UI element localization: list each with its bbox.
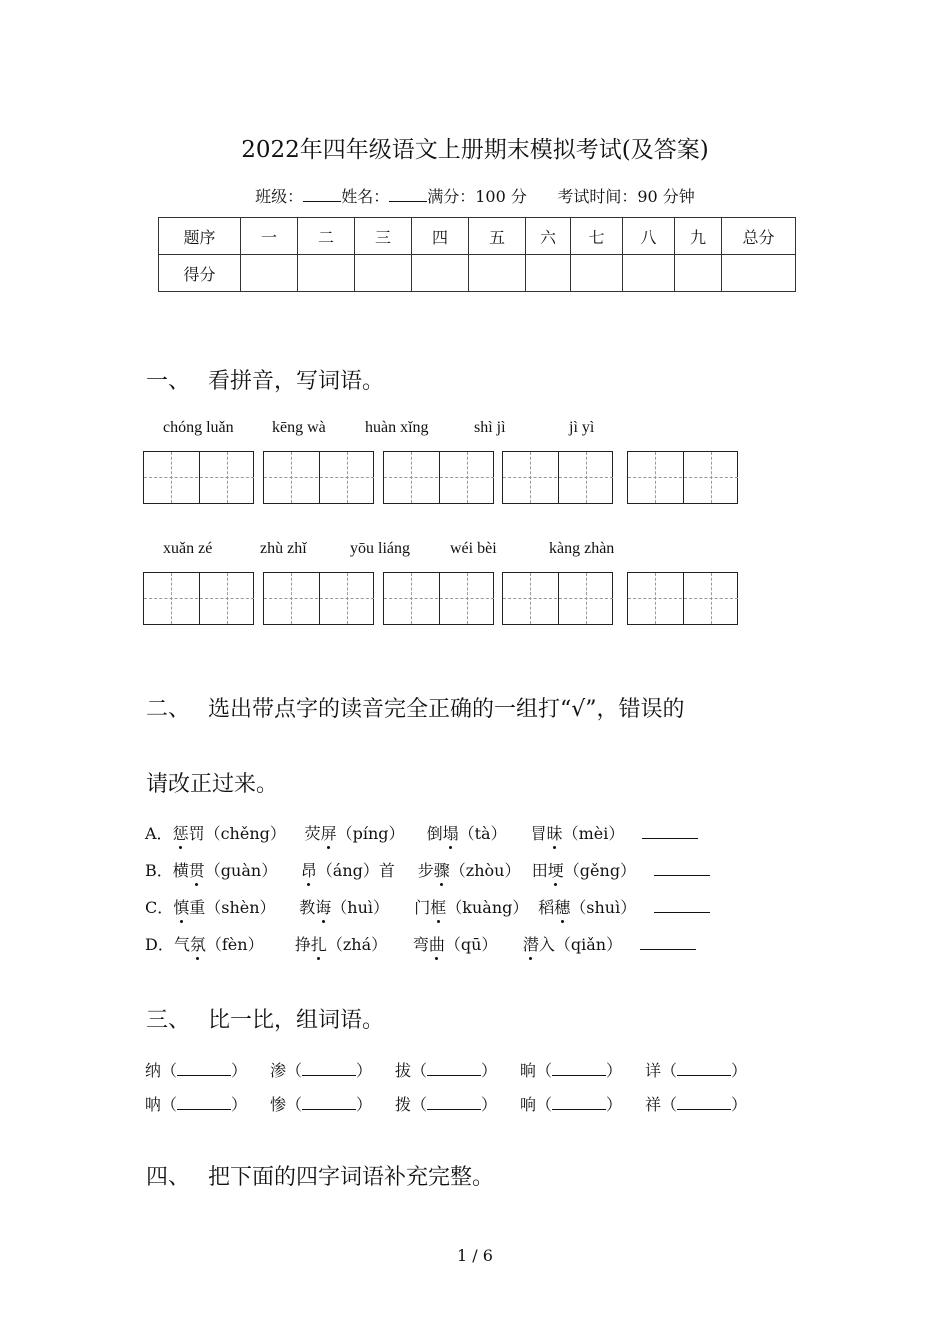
section-3-heading: [146, 1003, 384, 1034]
writing-box[interactable]: [263, 451, 374, 504]
section-1-heading: [146, 364, 384, 395]
option-a: [145, 821, 698, 844]
char: 冒: [530, 824, 547, 843]
answer-blank[interactable]: [642, 824, 698, 839]
word-blank[interactable]: [302, 1097, 356, 1110]
char: 门: [414, 898, 431, 917]
char: 田: [531, 861, 548, 880]
reading: （tà）: [458, 824, 507, 843]
section-2-heading: [146, 692, 685, 723]
section-number: 一、: [146, 369, 191, 394]
writing-box[interactable]: [502, 572, 613, 625]
word-blank[interactable]: [677, 1097, 731, 1110]
compare-row-1: 纳（ ） 渗（ ） 拔（ ） 晌（ ） 详（ ）: [145, 1061, 748, 1080]
dotted-char: 塌: [443, 821, 459, 844]
word-blank[interactable]: [177, 1097, 231, 1110]
answer-blank[interactable]: [640, 935, 696, 950]
page-title: 2022年四年级语文上册期末模拟考试(及答案): [241, 137, 709, 163]
answer-blank[interactable]: [654, 898, 710, 913]
dotted-char: 诲: [315, 895, 331, 918]
option-d: [145, 932, 696, 955]
dotted-char: 扎: [311, 932, 327, 955]
option-c: [145, 895, 710, 918]
score-input-cell[interactable]: [298, 255, 355, 292]
section-number: 三、: [146, 1008, 191, 1033]
char: 步: [417, 861, 434, 880]
dotted-char: 慎: [173, 895, 189, 918]
pinyin: chóng luǎn: [163, 419, 234, 436]
char: 纳: [145, 1061, 162, 1080]
pinyin: shì jì: [474, 419, 506, 436]
char: 呐: [145, 1095, 162, 1114]
writing-box[interactable]: [143, 451, 254, 504]
writing-box[interactable]: [263, 572, 374, 625]
pinyin: wéi bèi: [450, 540, 497, 557]
score-input-cell[interactable]: [355, 255, 412, 292]
writing-box[interactable]: [383, 451, 494, 504]
pinyin: xuǎn zé: [163, 540, 213, 557]
dotted-char: 穗: [554, 895, 570, 918]
table-cell: 总分: [722, 218, 796, 255]
section-4-heading: [146, 1160, 494, 1191]
table-cell: 九: [675, 218, 722, 255]
table-cell: 七: [571, 218, 623, 255]
table-cell: 六: [526, 218, 571, 255]
table-cell: 八: [623, 218, 675, 255]
pinyin: yōu liáng: [350, 540, 410, 557]
score-table-score-row: [159, 255, 796, 292]
table-cell: 得分: [159, 255, 241, 292]
reading: （fèn）: [205, 935, 264, 954]
writing-box[interactable]: [627, 451, 738, 504]
score-input-cell[interactable]: [412, 255, 469, 292]
char: 拨: [395, 1095, 412, 1114]
score-input-cell[interactable]: [623, 255, 675, 292]
score-input-cell[interactable]: [722, 255, 796, 292]
char: 荧: [304, 824, 321, 843]
dotted-char: 昂: [301, 858, 317, 881]
reading: （píng）: [336, 824, 405, 843]
reading: （áng）首: [316, 861, 395, 880]
writing-box[interactable]: [627, 572, 738, 625]
word-blank[interactable]: [552, 1097, 606, 1110]
char: 挣: [294, 935, 311, 954]
score-input-cell[interactable]: [241, 255, 298, 292]
section-title: 比一比，组词语。: [208, 1008, 385, 1033]
pinyin: zhù zhǐ: [260, 540, 307, 557]
answer-blank[interactable]: [654, 861, 710, 876]
pinyin: jì yì: [569, 419, 595, 436]
table-cell: 五: [469, 218, 526, 255]
section-title: 选出带点字的读音完全正确的一组打“√”，错误的: [208, 697, 685, 722]
dotted-char: 氛: [190, 932, 206, 955]
word-blank[interactable]: [552, 1063, 606, 1076]
table-cell: 一: [241, 218, 298, 255]
char: 祥: [645, 1095, 662, 1114]
option-letter: C．: [145, 898, 174, 917]
reading: （qū）: [444, 935, 498, 954]
option-letter: B．: [145, 861, 173, 880]
pinyin: kēng wà: [272, 419, 326, 436]
reading: （huì）: [331, 898, 390, 917]
score-table-header-row: [159, 218, 796, 255]
reading: （gěng）: [563, 861, 637, 880]
char: 倒: [426, 824, 443, 843]
score-input-cell[interactable]: [675, 255, 722, 292]
pinyin: kàng zhàn: [549, 540, 615, 557]
word-blank[interactable]: [427, 1063, 481, 1076]
full-score: 满分：100 分: [427, 187, 527, 206]
score-input-cell[interactable]: [571, 255, 623, 292]
section-2-heading-cont: 请改正过来。: [146, 772, 279, 797]
option-letter: A．: [145, 824, 173, 843]
dotted-char: 屏: [321, 821, 337, 844]
section-title: 把下面的四字词语补充完整。: [208, 1165, 495, 1190]
name-blank[interactable]: [389, 187, 427, 202]
reading: （guàn）: [204, 861, 278, 880]
writing-box[interactable]: [502, 451, 613, 504]
dotted-char: 贯: [189, 858, 205, 881]
section-number: 四、: [146, 1165, 191, 1190]
reading: 罚（chěng）: [188, 824, 286, 843]
exam-time: 考试时间：90 分钟: [557, 187, 695, 206]
word-blank[interactable]: [302, 1063, 356, 1076]
option-letter: D．: [145, 935, 174, 954]
section-title: 看拼音，写词语。: [208, 369, 385, 394]
word-blank[interactable]: [677, 1063, 731, 1076]
reading: （zhá）: [326, 935, 388, 954]
pinyin: huàn xǐng: [365, 419, 429, 436]
word-blank[interactable]: [427, 1097, 481, 1110]
table-cell: 二: [298, 218, 355, 255]
reading: 重（shèn）: [189, 898, 276, 917]
writing-box[interactable]: [143, 572, 254, 625]
char: 教: [299, 898, 316, 917]
dotted-char: 曲: [429, 932, 445, 955]
char: 弯: [412, 935, 429, 954]
reading: 入（qiǎn）: [538, 935, 623, 954]
class-label: 班级：: [255, 187, 304, 206]
char: 稻: [538, 898, 555, 917]
reading: （shuì）: [570, 898, 637, 917]
word-blank[interactable]: [177, 1063, 231, 1076]
class-blank[interactable]: [303, 187, 341, 202]
dotted-char: 惩: [173, 821, 189, 844]
char: 详: [645, 1061, 662, 1080]
char: 渗: [270, 1061, 287, 1080]
dotted-char: 昧: [547, 821, 563, 844]
char: 拔: [395, 1061, 412, 1080]
exam-meta: [0, 184, 950, 207]
reading: （kuàng）: [446, 898, 529, 917]
option-b: [145, 858, 710, 881]
reading: （zhòu）: [449, 861, 521, 880]
table-cell: 题序: [159, 218, 241, 255]
compare-row-2: 呐（ ） 惨（ ） 拨（ ） 响（ ） 祥（ ）: [145, 1095, 748, 1114]
table-cell: 三: [355, 218, 412, 255]
reading: （mèi）: [562, 824, 625, 843]
section-number: 二、: [146, 697, 191, 722]
char: 晌: [520, 1061, 537, 1080]
char: 气: [173, 935, 190, 954]
dotted-char: 埂: [548, 858, 564, 881]
char: 响: [520, 1095, 537, 1114]
score-input-cell[interactable]: [469, 255, 526, 292]
dotted-char: 潜: [523, 932, 539, 955]
char: 惨: [270, 1095, 287, 1114]
name-label: 姓名：: [341, 187, 390, 206]
table-cell: 四: [412, 218, 469, 255]
page-number: 1 / 6: [457, 1246, 493, 1265]
dotted-char: 框: [430, 895, 446, 918]
dotted-char: 骤: [434, 858, 450, 881]
score-input-cell[interactable]: [526, 255, 571, 292]
writing-box[interactable]: [383, 572, 494, 625]
char: 横: [172, 861, 189, 880]
score-table: [158, 217, 796, 292]
